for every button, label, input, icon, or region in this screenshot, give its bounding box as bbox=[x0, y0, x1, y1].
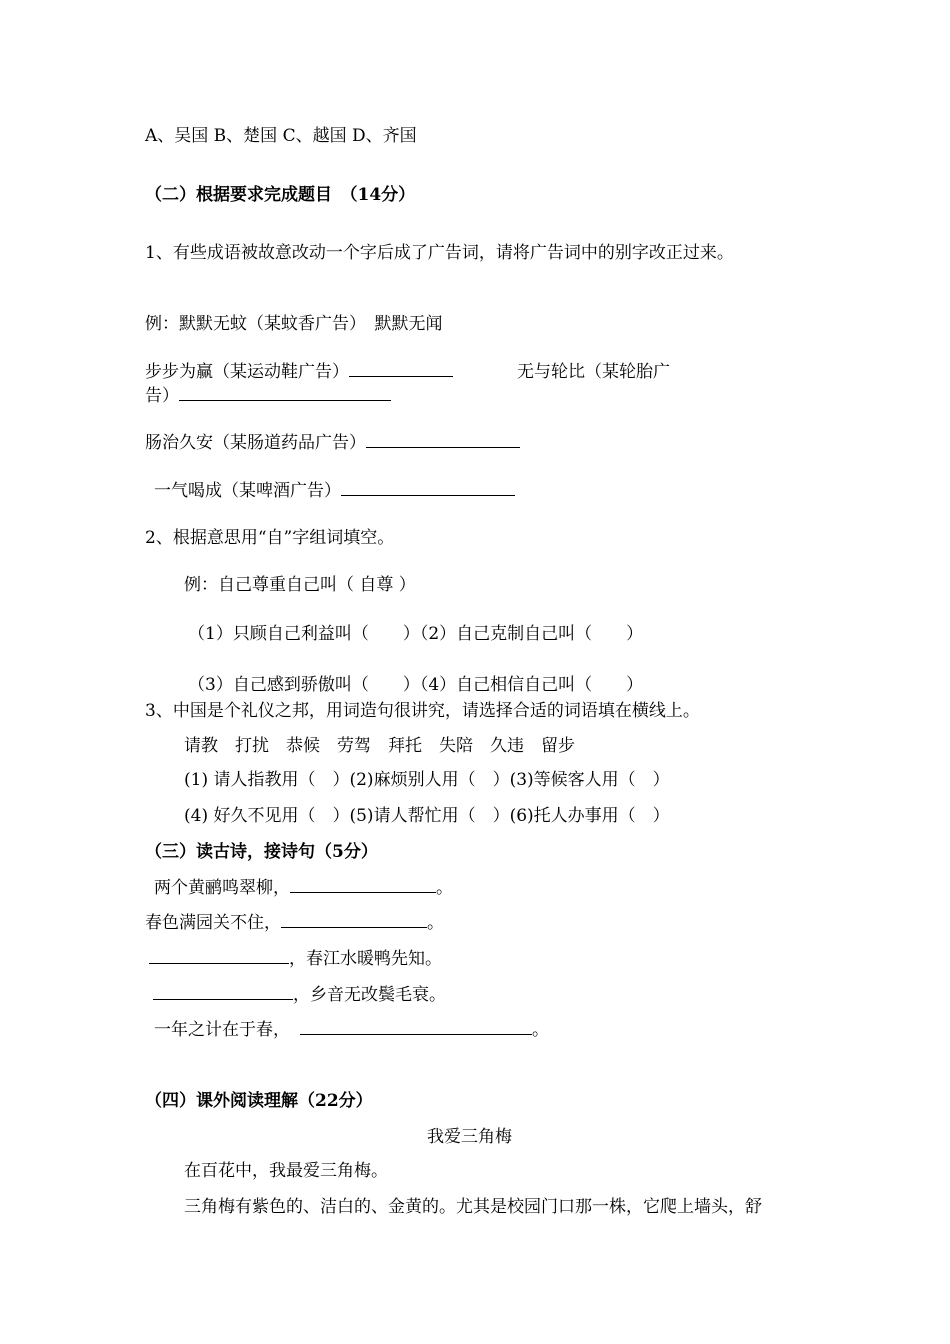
poem-line-3: ，春江水暖鸭先知。 bbox=[149, 947, 442, 971]
answer-blank[interactable] bbox=[341, 479, 515, 496]
question-1-item-c: 肠治久安（某肠道药品广告） bbox=[145, 431, 520, 455]
section-3-title: （三）读古诗，接诗句（5分） bbox=[145, 842, 378, 862]
article-paragraph-1: 在百花中，我最爱三角梅。 bbox=[184, 1161, 388, 1181]
answer-blank[interactable] bbox=[281, 911, 427, 928]
question-1-item-a: 步步为赢（某运动鞋广告） bbox=[145, 360, 453, 384]
article-title: 我爱三角梅 bbox=[427, 1127, 512, 1147]
answer-blank[interactable] bbox=[290, 876, 436, 893]
answer-blank[interactable] bbox=[300, 1018, 532, 1035]
question-2-row-1: （1）只顾自己利益叫（ ）（2）自己克制自己叫（ ） bbox=[188, 624, 644, 644]
question-3-word-bank: 请教 打扰 恭候 劳驾 拜托 失陪 久违 留步 bbox=[184, 736, 575, 756]
question-3-row-1: (1) 请人指教用（ ）(2)麻烦别人用（ ）(3)等候客人用（ ） bbox=[184, 770, 670, 790]
answer-blank[interactable] bbox=[153, 983, 293, 1000]
question-1-item-d: 一气喝成（某啤酒广告） bbox=[154, 479, 515, 503]
options-line: A、吴国 B、楚国 C、越国 D、齐国 bbox=[145, 126, 417, 146]
poem-line-1: 两个黄鹂鸣翠柳， 。 bbox=[154, 878, 453, 898]
question-1-example: 例：默默无蚊（某蚊香广告） 默默无闻 bbox=[145, 314, 443, 334]
question-3-row-2: (4) 好久不见用（ ）(5)请人帮忙用（ ）(6)托人办事用（ ） bbox=[184, 806, 670, 826]
question-1: 1、有些成语被故意改动一个字后成了广告词，请将广告词中的别字改正过来。 bbox=[145, 243, 734, 263]
question-2-row-2: （3）自己感到骄傲叫（ ）（4）自己相信自己叫（ ） bbox=[188, 675, 644, 695]
answer-blank[interactable] bbox=[149, 947, 289, 964]
question-1-item-b: 无与轮比（某轮胎广 bbox=[517, 362, 670, 382]
question-2: 2、根据意思用“自”字组词填空。 bbox=[145, 528, 395, 548]
section-2-title: （二）根据要求完成题目 （14分） bbox=[145, 185, 416, 205]
article-paragraph-2: 三角梅有紫色的、洁白的、金黄的。尤其是校园门口那一株，它爬上墙头，舒 bbox=[184, 1197, 762, 1217]
question-3: 3、中国是个礼仪之邦，用词造句很讲究，请选择合适的词语填在横线上。 bbox=[145, 701, 700, 721]
question-2-example: 例：自己尊重自己叫（ 自尊 ） bbox=[184, 575, 416, 595]
answer-blank[interactable] bbox=[179, 384, 391, 401]
poem-line-2: 春色满园关不住， 。 bbox=[145, 913, 444, 933]
section-4-title: （四）课外阅读理解（22分） bbox=[145, 1091, 373, 1111]
poem-line-5: 一年之计在于春， 。 bbox=[154, 1020, 549, 1040]
poem-line-4: ，乡音无改鬓毛衰。 bbox=[153, 983, 446, 1007]
question-1-item-b-cont: 告） bbox=[145, 384, 391, 408]
answer-blank[interactable] bbox=[349, 360, 453, 377]
answer-blank[interactable] bbox=[366, 431, 520, 448]
